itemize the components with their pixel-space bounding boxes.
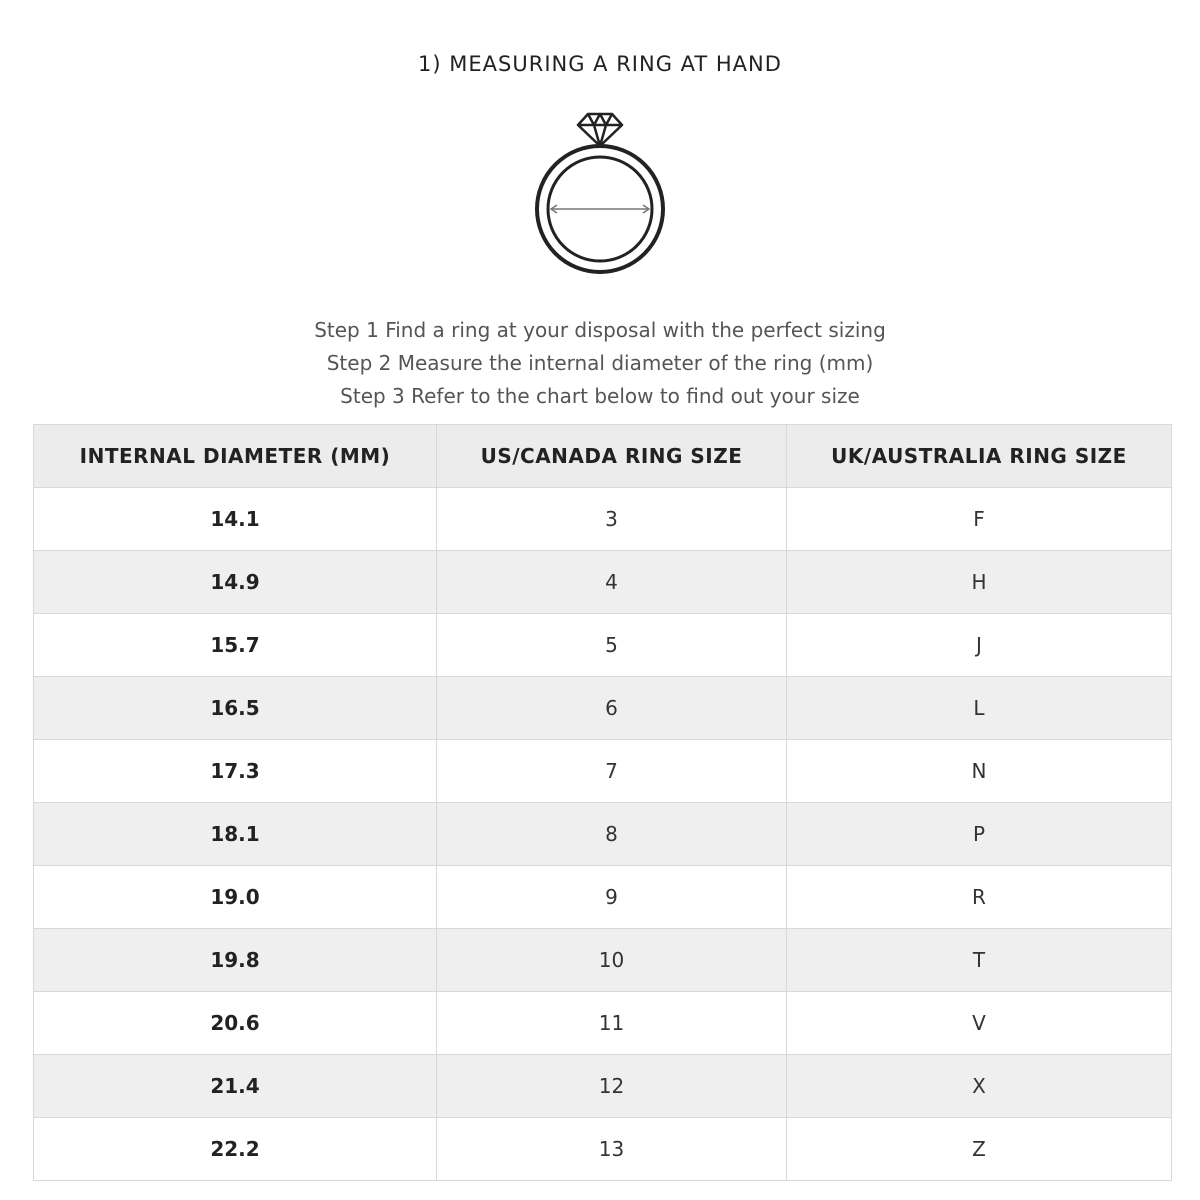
table-header-row bbox=[34, 425, 1172, 488]
diameter-cell: 15.7 bbox=[34, 614, 437, 677]
page-title: 1) MEASURING A RING AT HAND bbox=[418, 52, 782, 76]
header-internal-diameter: INTERNAL DIAMETER (MM) bbox=[34, 425, 437, 488]
table-row bbox=[34, 992, 1172, 1055]
step-1: Step 1 Find a ring at your disposal with the perfect sizing bbox=[314, 318, 886, 342]
table-row bbox=[34, 929, 1172, 992]
table-row bbox=[34, 677, 1172, 740]
uk-size-cell: L bbox=[787, 677, 1172, 740]
diameter-cell: 17.3 bbox=[34, 740, 437, 803]
uk-size-cell: V bbox=[787, 992, 1172, 1055]
diameter-cell: 14.1 bbox=[34, 488, 437, 551]
table-row bbox=[34, 1118, 1172, 1181]
us-size-cell: 12 bbox=[437, 1055, 787, 1118]
header-uk-australia-size: UK/AUSTRALIA RING SIZE bbox=[787, 425, 1172, 488]
step-3: Step 3 Refer to the chart below to find out your size bbox=[340, 384, 860, 408]
us-size-cell: 11 bbox=[437, 992, 787, 1055]
table-row bbox=[34, 614, 1172, 677]
uk-size-cell: J bbox=[787, 614, 1172, 677]
table-row bbox=[34, 740, 1172, 803]
us-size-cell: 9 bbox=[437, 866, 787, 929]
uk-size-cell: N bbox=[787, 740, 1172, 803]
us-size-cell: 5 bbox=[437, 614, 787, 677]
uk-size-cell: X bbox=[787, 1055, 1172, 1118]
diameter-cell: 22.2 bbox=[34, 1118, 437, 1181]
us-size-cell: 8 bbox=[437, 803, 787, 866]
table-row bbox=[34, 1055, 1172, 1118]
header-us-canada-size: US/CANADA RING SIZE bbox=[437, 425, 787, 488]
uk-size-cell: T bbox=[787, 929, 1172, 992]
uk-size-cell: H bbox=[787, 551, 1172, 614]
diameter-cell: 18.1 bbox=[34, 803, 437, 866]
diameter-cell: 19.0 bbox=[34, 866, 437, 929]
table-row bbox=[34, 551, 1172, 614]
us-size-cell: 13 bbox=[437, 1118, 787, 1181]
diameter-cell: 16.5 bbox=[34, 677, 437, 740]
us-size-cell: 4 bbox=[437, 551, 787, 614]
uk-size-cell: P bbox=[787, 803, 1172, 866]
uk-size-cell: Z bbox=[787, 1118, 1172, 1181]
table-row bbox=[34, 488, 1172, 551]
diameter-cell: 19.8 bbox=[34, 929, 437, 992]
us-size-cell: 3 bbox=[437, 488, 787, 551]
us-size-cell: 10 bbox=[437, 929, 787, 992]
us-size-cell: 6 bbox=[437, 677, 787, 740]
diameter-cell: 20.6 bbox=[34, 992, 437, 1055]
ring-size-table bbox=[33, 424, 1172, 1181]
us-size-cell: 7 bbox=[437, 740, 787, 803]
instructions bbox=[0, 314, 1200, 413]
diameter-cell: 14.9 bbox=[34, 551, 437, 614]
uk-size-cell: R bbox=[787, 866, 1172, 929]
uk-size-cell: F bbox=[787, 488, 1172, 551]
ring-with-diamond-icon bbox=[530, 108, 670, 278]
table-row bbox=[34, 803, 1172, 866]
diameter-cell: 21.4 bbox=[34, 1055, 437, 1118]
table-row bbox=[34, 866, 1172, 929]
step-2: Step 2 Measure the internal diameter of the ring (mm) bbox=[326, 351, 874, 375]
